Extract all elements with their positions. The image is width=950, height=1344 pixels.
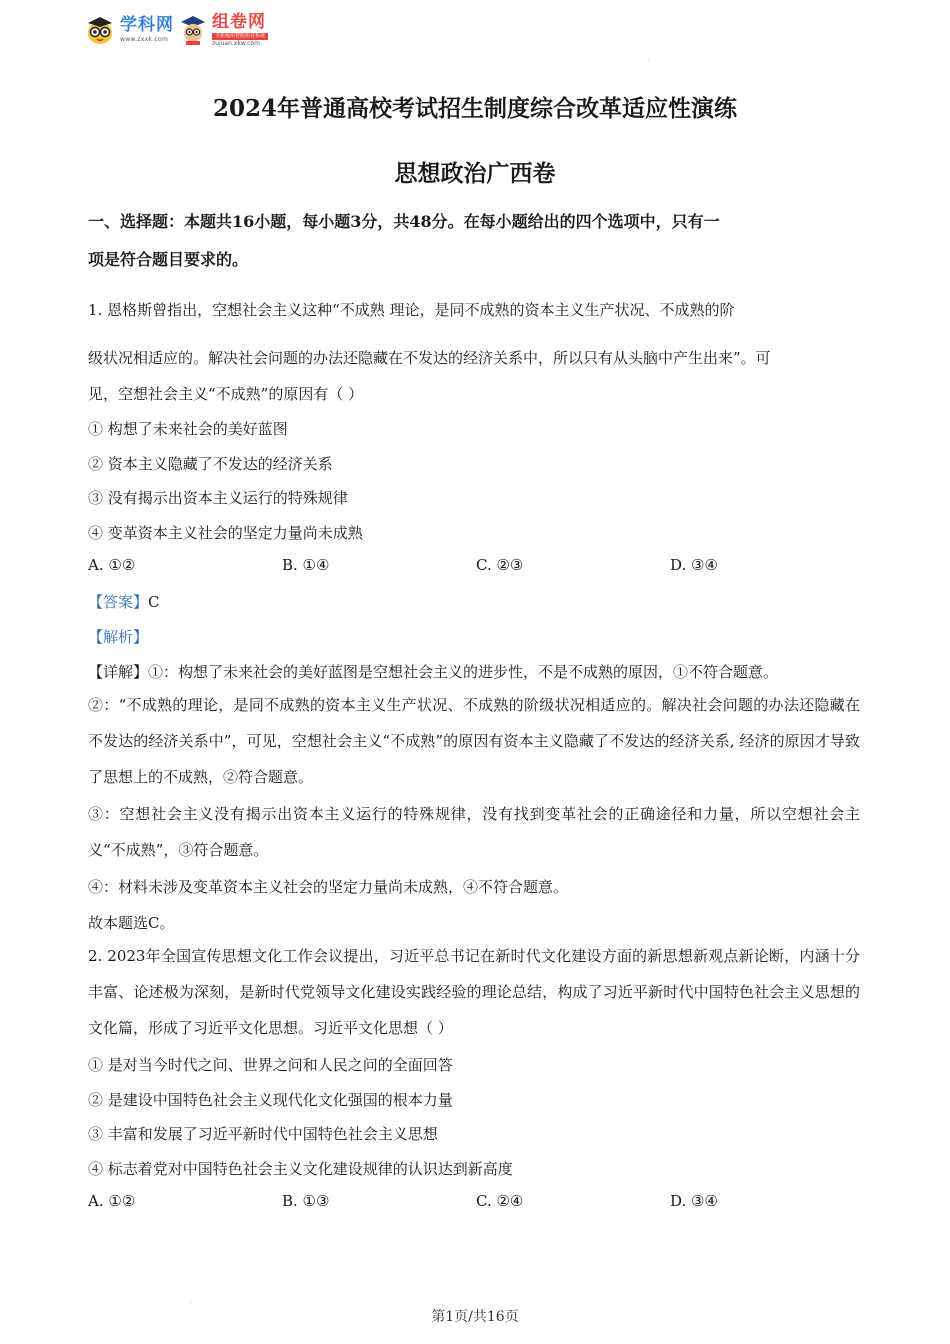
q1-stem-line3: 见，空想社会主义“不成熟”的原因有（ ）	[88, 385, 364, 403]
q1-option-b: B. ①④	[282, 556, 330, 574]
q2-option-c: C. ②④	[476, 1192, 524, 1210]
xuekewang-logo-text: 学科网	[120, 15, 174, 35]
q1-detail-4: ④：材料未涉及变革资本主义社会的坚定力量尚未成熟，④不符合题意。	[88, 878, 569, 896]
xuekewang-logo	[120, 17, 174, 43]
zujuanwang-tagline: 全新题库智能组卷系统	[212, 33, 268, 40]
zujuanwang-logo-text: 组卷网	[212, 11, 266, 32]
q1-option-c: C. ②③	[476, 556, 524, 574]
q2-item-3: ③ 丰富和发展了习近平新时代中国特色社会主义思想	[88, 1125, 438, 1143]
q1-conclusion: 故本题选C。	[88, 914, 175, 932]
q1-item-3: ③ 没有揭示出资本主义运行的特殊规律	[88, 489, 348, 507]
cartoon-student-icon	[180, 15, 206, 45]
q1-detail-2: ②：“不成熟的理论，是同不成熟的资本主义生产状况、不成熟的阶级状况相适应的。解决社会问题的办法还隐藏在不发达的经济关系中”，可见，空想社会主义“不成熟”的原因有资本主义隐藏了不发达的经济关系, 经济的原因才导致了思想上的不成熟，②符合题意。	[88, 696, 860, 786]
q2-item-2: ② 是建设中国特色社会主义现代化文化强国的根本力量	[88, 1091, 453, 1109]
zujuanwang-logo	[212, 11, 268, 47]
answer-value: C	[148, 593, 160, 611]
detail-label: 【详解】	[88, 663, 149, 681]
section-heading-line2: 项是符合题目要求的。	[88, 250, 249, 269]
q2-item-4: ④ 标志着党对中国特色社会主义文化建设规律的认识达到新高度	[88, 1160, 513, 1178]
q1-item-1: ① 构想了未来社会的美好蓝图	[88, 420, 288, 438]
paper-subtitle: 思想政治广西卷	[394, 160, 556, 187]
q1-analysis-label: 【解析】	[88, 628, 149, 646]
q2-option-a: A. ①②	[88, 1192, 136, 1210]
page-number: 第1页/共16页	[431, 1309, 519, 1325]
q2-item-1: ① 是对当今时代之问、世界之问和人民之问的全面回答	[88, 1056, 453, 1074]
q1-item-4: ④ 变革资本主义社会的坚定力量尚未成熟	[88, 524, 363, 542]
decorative-dot: ·	[648, 58, 650, 65]
xuekewang-url: www.zxxk.com	[120, 36, 169, 43]
q1-option-a: A. ①②	[88, 556, 136, 574]
q1-answer	[88, 591, 160, 612]
header-logos	[86, 12, 268, 48]
zujuanwang-url: zujuan.xkw.com	[212, 39, 260, 47]
decorative-dot-bottom: ·	[190, 1300, 192, 1307]
detail-text-1: ①：构想了未来社会的美好蓝图是空想社会主义的进步性，不是不成熟的原因，①不符合题意。	[148, 663, 779, 681]
section-heading-line1: 一、选择题：本题共16小题，每小题3分，共48分。在每小题给出的四个选项中，只有一	[88, 212, 720, 231]
q1-stem-line1: 1. 恩格斯曾指出，空想社会主义这种“不成熟 理论，是同不成熟的资本主义生产状况、不成熟的阶	[88, 301, 735, 319]
q1-option-d: D. ③④	[670, 556, 718, 574]
q2-stem: 2. 2023年全国宣传思想文化工作会议提出，习近平总书记在新时代文化建设方面的新思想新观点新论断，内涵十分丰富、论述极为深刻，是新时代党领导文化建设实践经验的理论总结，构成了习近平新时代中国特色社会主义思想的文化篇，形成了习近平文化思想。习近平文化思想（ ）	[88, 947, 860, 1037]
answer-label: 【答案】	[88, 593, 149, 611]
q1-stem-line2: 级状况相适应的。解决社会问题的办法还隐藏在不发达的经济关系中，所以只有从头脑中产生出来”。可	[88, 349, 771, 367]
q2-option-d: D. ③④	[670, 1192, 718, 1210]
q1-detail-1	[88, 661, 778, 682]
q1-detail-3: ③：空想社会主义没有揭示出资本主义运行的特殊规律，没有找到变革社会的正确途径和力量，所以空想社会主义“不成熟”，③符合题意。	[88, 805, 860, 859]
paper-title: 2024年普通高校考试招生制度综合改革适应性演练	[212, 95, 737, 122]
q2-option-b: B. ①③	[282, 1192, 330, 1210]
owl-mascot-icon	[86, 15, 114, 45]
q1-item-2: ② 资本主义隐藏了不发达的经济关系	[88, 455, 333, 473]
section-heading	[88, 203, 868, 279]
